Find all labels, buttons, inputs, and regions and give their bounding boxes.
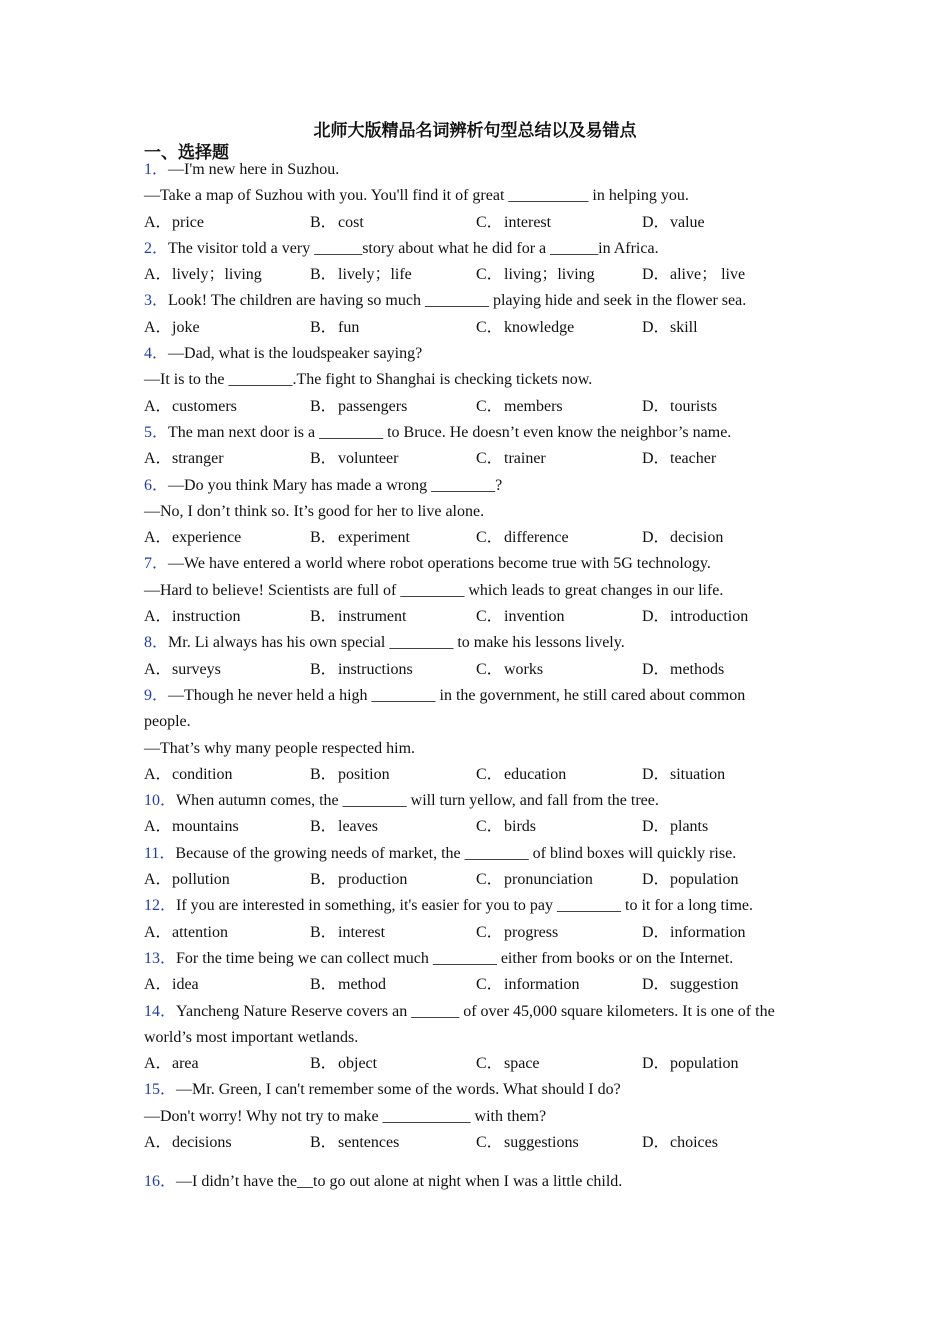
question-text-line: [144, 236, 824, 262]
option-letter: D．: [642, 450, 670, 468]
option-text: suggestions: [504, 1133, 579, 1151]
option-text: price: [172, 213, 204, 231]
answer-option-d[interactable]: [642, 394, 808, 420]
answer-option-d[interactable]: [642, 315, 808, 341]
option-letter: C．: [476, 1133, 503, 1151]
answer-option-a[interactable]: [144, 394, 310, 420]
answer-options: [144, 1051, 824, 1077]
option-text: production: [338, 871, 408, 889]
option-letter: B．: [310, 318, 337, 336]
question-number: 7: [144, 555, 152, 573]
answer-option-d[interactable]: [642, 525, 808, 551]
option-letter: A．: [144, 266, 172, 284]
question-number-separator: ．: [152, 555, 169, 573]
option-letter: C．: [476, 529, 503, 547]
question-number: 8: [144, 634, 152, 652]
answer-option-d[interactable]: [642, 867, 808, 893]
option-text: condition: [172, 765, 233, 783]
answer-option-b[interactable]: [310, 657, 476, 683]
answer-option-a[interactable]: [144, 1130, 310, 1156]
option-letter: A．: [144, 976, 172, 994]
question-text-line: [144, 1169, 824, 1195]
question-text: Look! The children are having so much ________ playing hide and seek in the flower sea.: [168, 292, 747, 310]
question-number-separator: ．: [152, 345, 169, 363]
question-text-line: [144, 420, 824, 446]
question-number: 15: [144, 1081, 160, 1099]
question-number: 13: [144, 949, 160, 967]
question-10: [144, 788, 824, 841]
question-2: [144, 236, 824, 289]
option-text: population: [670, 871, 739, 889]
answer-options: [144, 604, 824, 630]
option-text: introduction: [670, 608, 749, 626]
option-letter: B．: [310, 923, 337, 941]
answer-option-d[interactable]: [642, 1130, 808, 1156]
option-letter: D．: [642, 1055, 670, 1073]
answer-option-d[interactable]: [642, 262, 808, 288]
option-text: instructions: [338, 660, 413, 678]
answer-options: [144, 762, 824, 788]
answer-option-a[interactable]: [144, 210, 310, 236]
option-text: suggestion: [670, 976, 739, 994]
option-letter: D．: [642, 1133, 670, 1151]
question-text: —It is to the ________.The fight to Shanghai is checking tickets now.: [144, 371, 593, 389]
option-text: birds: [504, 818, 536, 836]
answer-options: [144, 814, 824, 840]
option-text: object: [338, 1055, 378, 1073]
question-text: —Mr. Green, I can't remember some of the words. What should I do?: [176, 1081, 621, 1099]
answer-option-b[interactable]: [310, 210, 476, 236]
question-number-separator: ．: [152, 476, 169, 494]
answer-option-a[interactable]: [144, 446, 310, 472]
question-text-line: [144, 630, 824, 656]
answer-option-a[interactable]: [144, 262, 310, 288]
answer-option-b[interactable]: [310, 1130, 476, 1156]
question-text-line: [144, 946, 824, 972]
option-text: tourists: [670, 397, 718, 415]
option-text: volunteer: [338, 450, 399, 468]
question-text: Mr. Li always has his own special ________ to make his lessons lively.: [168, 634, 625, 652]
option-letter: D．: [642, 608, 670, 626]
question-1: [144, 157, 824, 236]
question-text: —Hard to believe! Scientists are full of ________ which leads to great changes in our life.: [144, 581, 724, 599]
question-4: [144, 341, 824, 420]
answer-option-d[interactable]: [642, 762, 808, 788]
option-letter: D．: [642, 318, 670, 336]
option-letter: A．: [144, 660, 172, 678]
question-15: [144, 1077, 824, 1156]
question-text-line: [144, 551, 824, 577]
answer-option-c[interactable]: [476, 814, 642, 840]
answer-option-c[interactable]: [476, 920, 642, 946]
answer-option-d[interactable]: [642, 972, 808, 998]
option-text: living；living: [504, 266, 595, 284]
option-text: leaves: [338, 818, 378, 836]
answer-option-a[interactable]: [144, 1051, 310, 1077]
question-text-line: [144, 183, 824, 209]
option-letter: A．: [144, 1055, 172, 1073]
option-letter: C．: [476, 660, 503, 678]
answer-option-b[interactable]: [310, 762, 476, 788]
option-text: plants: [670, 818, 709, 836]
answer-option-b[interactable]: [310, 920, 476, 946]
question-number-separator: ．: [152, 686, 169, 704]
option-letter: D．: [642, 213, 670, 231]
question-text: The visitor told a very ______story about what he did for a ______in Africa.: [168, 239, 659, 257]
question-text-line: [144, 499, 824, 525]
option-text: instruction: [172, 608, 241, 626]
section-title: 一、选择题: [144, 143, 229, 163]
option-text: idea: [172, 976, 199, 994]
question-text: —Though he never held a high ________ in the government, he still cared about common: [168, 686, 746, 704]
answer-option-b[interactable]: [310, 394, 476, 420]
question-text-line: [144, 683, 824, 709]
answer-option-a[interactable]: [144, 972, 310, 998]
answer-option-d[interactable]: [642, 814, 808, 840]
question-text-line: [144, 788, 824, 814]
question-number-separator: ．: [160, 949, 177, 967]
answer-options: [144, 315, 824, 341]
question-text-line: [144, 736, 824, 762]
option-text: skill: [670, 318, 698, 336]
question-text-line: [144, 341, 824, 367]
option-letter: A．: [144, 318, 172, 336]
question-text: Because of the growing needs of market, the ________ of blind boxes will quickly rise.: [175, 844, 737, 862]
answer-option-c[interactable]: [476, 972, 642, 998]
option-letter: D．: [642, 529, 670, 547]
answer-options: [144, 394, 824, 420]
question-11: [144, 841, 824, 894]
question-number: 9: [144, 686, 152, 704]
answer-option-b[interactable]: [310, 315, 476, 341]
option-letter: D．: [642, 660, 670, 678]
option-text: instrument: [338, 608, 407, 626]
option-text: progress: [504, 923, 559, 941]
answer-option-c[interactable]: [476, 525, 642, 551]
answer-option-c[interactable]: [476, 657, 642, 683]
option-text: works: [504, 660, 544, 678]
question-number-separator: ．: [160, 897, 177, 915]
answer-option-c[interactable]: [476, 446, 642, 472]
option-letter: D．: [642, 765, 670, 783]
question-number: 1: [144, 161, 152, 178]
option-text: information: [670, 923, 746, 941]
option-letter: A．: [144, 1133, 172, 1151]
option-letter: D．: [642, 397, 670, 415]
question-number-separator: ．: [160, 1002, 177, 1020]
option-letter: D．: [642, 266, 670, 284]
question-text-line: [144, 288, 824, 314]
option-text: knowledge: [504, 318, 575, 336]
answer-option-b[interactable]: [310, 446, 476, 472]
question-text-line: [144, 473, 824, 499]
answer-option-c[interactable]: [476, 867, 642, 893]
question-text: For the time being we can collect much ________ either from books or on the Internet.: [176, 949, 734, 967]
question-number: 14: [144, 1002, 160, 1020]
question-number: 6: [144, 476, 152, 494]
option-text: decision: [670, 529, 724, 547]
option-text: method: [338, 976, 386, 994]
option-letter: A．: [144, 923, 172, 941]
answer-option-c[interactable]: [476, 210, 642, 236]
question-text: When autumn comes, the ________ will turn yellow, and fall from the tree.: [176, 792, 659, 810]
answer-option-b[interactable]: [310, 867, 476, 893]
answer-option-d[interactable]: [642, 446, 808, 472]
option-text: lively；living: [172, 266, 262, 284]
option-text: customers: [172, 397, 237, 415]
question-text: —Do you think Mary has made a wrong ________?: [168, 476, 503, 494]
answer-option-d[interactable]: [642, 920, 808, 946]
option-text: population: [670, 1055, 739, 1073]
answer-options: [144, 972, 824, 998]
option-letter: D．: [642, 818, 670, 836]
answer-option-a[interactable]: [144, 315, 310, 341]
option-text: difference: [504, 529, 569, 547]
question-7: [144, 551, 824, 630]
option-letter: B．: [310, 529, 337, 547]
option-letter: B．: [310, 397, 337, 415]
question-number-separator: ．: [152, 634, 169, 652]
question-list: [144, 157, 824, 1196]
question-6: [144, 473, 824, 552]
option-text: interest: [338, 923, 386, 941]
answer-option-a[interactable]: [144, 920, 310, 946]
option-letter: B．: [310, 608, 337, 626]
option-letter: C．: [476, 450, 503, 468]
option-letter: B．: [310, 1055, 337, 1073]
answer-options: [144, 657, 824, 683]
question-text: —I'm new here in Suzhou.: [168, 161, 340, 178]
question-text-line: [144, 157, 824, 183]
option-text: fun: [338, 318, 360, 336]
question-13: [144, 946, 824, 999]
option-letter: C．: [476, 871, 503, 889]
option-letter: B．: [310, 871, 337, 889]
option-text: decisions: [172, 1133, 232, 1151]
question-text: —I didn’t have the__to go out alone at night when I was a little child.: [176, 1173, 623, 1191]
option-letter: D．: [642, 976, 670, 994]
option-letter: B．: [310, 660, 337, 678]
answer-option-d[interactable]: [642, 1051, 808, 1077]
answer-option-a[interactable]: [144, 657, 310, 683]
option-letter: C．: [476, 213, 503, 231]
question-text: —Take a map of Suzhou with you. You'll find it of great __________ in helping you.: [144, 187, 689, 205]
question-text: —We have entered a world where robot operations become true with 5G technology.: [168, 555, 711, 573]
option-text: value: [670, 213, 705, 231]
option-letter: A．: [144, 818, 172, 836]
question-16: [144, 1169, 824, 1195]
question-text-line: [144, 893, 824, 919]
question-text-line: [144, 841, 824, 867]
option-letter: B．: [310, 818, 337, 836]
answer-options: [144, 210, 824, 236]
question-text-line: [144, 999, 824, 1025]
option-text: cost: [338, 213, 364, 231]
option-text: teacher: [670, 450, 717, 468]
question-text: —That’s why many people respected him.: [144, 739, 416, 757]
question-text-line: [144, 578, 824, 604]
question-text: If you are interested in something, it's easier for you to pay ________ to it for a long time.: [176, 897, 753, 915]
question-text-line: [144, 709, 824, 735]
question-number: 4: [144, 345, 152, 363]
question-12: [144, 893, 824, 946]
option-letter: B．: [310, 266, 337, 284]
answer-option-d[interactable]: [642, 210, 808, 236]
answer-option-a[interactable]: [144, 814, 310, 840]
option-text: invention: [504, 608, 565, 626]
option-letter: A．: [144, 765, 172, 783]
option-text: education: [504, 765, 567, 783]
question-number-separator: ．: [160, 792, 177, 810]
answer-option-b[interactable]: [310, 604, 476, 630]
question-number-separator: ．: [152, 161, 169, 178]
answer-option-c[interactable]: [476, 762, 642, 788]
question-8: [144, 630, 824, 683]
option-letter: B．: [310, 765, 337, 783]
question-number-separator: ．: [159, 844, 176, 862]
option-text: area: [172, 1055, 199, 1073]
option-text: experience: [172, 529, 242, 547]
question-number: 3: [144, 292, 152, 310]
answer-option-a[interactable]: [144, 867, 310, 893]
question-number-separator: ．: [152, 292, 169, 310]
option-text: passengers: [338, 397, 408, 415]
option-letter: C．: [476, 1055, 503, 1073]
question-text: world’s most important wetlands.: [144, 1028, 359, 1046]
option-text: joke: [172, 318, 200, 336]
question-14: [144, 999, 824, 1078]
option-text: members: [504, 397, 563, 415]
option-letter: B．: [310, 976, 337, 994]
option-letter: C．: [476, 318, 503, 336]
question-number: 12: [144, 897, 160, 915]
answer-options: [144, 525, 824, 551]
option-letter: A．: [144, 213, 172, 231]
option-letter: C．: [476, 266, 503, 284]
option-letter: B．: [310, 213, 337, 231]
question-text: people.: [144, 713, 191, 731]
question-text-line: [144, 1104, 824, 1130]
question-number-separator: ．: [152, 239, 169, 257]
option-letter: C．: [476, 923, 503, 941]
option-letter: A．: [144, 529, 172, 547]
question-9: [144, 683, 824, 788]
option-letter: C．: [476, 608, 503, 626]
question-number-separator: ．: [160, 1081, 177, 1099]
question-number-separator: ．: [160, 1173, 177, 1191]
answer-option-b[interactable]: [310, 814, 476, 840]
option-text: information: [504, 976, 580, 994]
option-text: stranger: [172, 450, 224, 468]
answer-option-c[interactable]: [476, 1130, 642, 1156]
option-text: surveys: [172, 660, 221, 678]
question-text-line: [144, 367, 824, 393]
question-3: [144, 288, 824, 341]
option-text: position: [338, 765, 390, 783]
option-text: sentences: [338, 1133, 400, 1151]
question-text: The man next door is a ________ to Bruce. He doesn’t even know the neighbor’s name.: [168, 423, 732, 441]
answer-option-d[interactable]: [642, 604, 808, 630]
page-title: 北师大版精品名词辨析句型总结以及易错点: [313, 121, 637, 141]
question-text: —Don't worry! Why not try to make ___________ with them?: [144, 1107, 547, 1125]
option-text: trainer: [504, 450, 546, 468]
answer-options: [144, 262, 824, 288]
question-number: 2: [144, 239, 152, 257]
question-text-line: [144, 1025, 824, 1051]
option-text: space: [504, 1055, 540, 1073]
answer-options: [144, 867, 824, 893]
option-text: attention: [172, 923, 228, 941]
answer-option-d[interactable]: [642, 657, 808, 683]
answer-options: [144, 1130, 824, 1156]
question-text: Yancheng Nature Reserve covers an ______ of over 45,000 square kilometers. It is one of the: [176, 1002, 775, 1020]
question-5: [144, 420, 824, 473]
answer-option-c[interactable]: [476, 262, 642, 288]
question-number: 10: [144, 792, 160, 810]
question-number: 16: [144, 1173, 160, 1191]
answer-option-b[interactable]: [310, 262, 476, 288]
answer-option-a[interactable]: [144, 762, 310, 788]
answer-option-b[interactable]: [310, 525, 476, 551]
option-letter: A．: [144, 871, 172, 889]
option-letter: B．: [310, 1133, 337, 1151]
option-letter: A．: [144, 608, 172, 626]
answer-option-c[interactable]: [476, 394, 642, 420]
answer-option-a[interactable]: [144, 525, 310, 551]
option-letter: A．: [144, 397, 172, 415]
option-letter: D．: [642, 923, 670, 941]
option-text: experiment: [338, 529, 410, 547]
option-text: situation: [670, 765, 726, 783]
option-text: alive； live: [670, 266, 746, 284]
question-number-separator: ．: [152, 423, 169, 441]
question-text: —No, I don’t think so. It’s good for her to live alone.: [144, 502, 485, 520]
question-number: 11: [144, 844, 160, 862]
question-text-line: [144, 1077, 824, 1103]
option-text: mountains: [172, 818, 239, 836]
option-letter: C．: [476, 818, 503, 836]
option-text: pollution: [172, 871, 230, 889]
option-letter: B．: [310, 450, 337, 468]
answer-options: [144, 446, 824, 472]
option-text: pronunciation: [504, 871, 593, 889]
option-letter: A．: [144, 450, 172, 468]
answer-option-c[interactable]: [476, 1051, 642, 1077]
question-number: 5: [144, 423, 152, 441]
option-letter: C．: [476, 976, 503, 994]
answer-option-c[interactable]: [476, 315, 642, 341]
option-letter: C．: [476, 397, 503, 415]
option-text: choices: [670, 1133, 718, 1151]
answer-option-c[interactable]: [476, 604, 642, 630]
answer-option-a[interactable]: [144, 604, 310, 630]
option-text: methods: [670, 660, 725, 678]
option-letter: C．: [476, 765, 503, 783]
option-text: interest: [504, 213, 552, 231]
answer-option-b[interactable]: [310, 972, 476, 998]
answer-option-b[interactable]: [310, 1051, 476, 1077]
option-letter: D．: [642, 871, 670, 889]
option-text: lively；life: [338, 266, 412, 284]
question-text: —Dad, what is the loudspeaker saying?: [168, 345, 423, 363]
answer-options: [144, 920, 824, 946]
